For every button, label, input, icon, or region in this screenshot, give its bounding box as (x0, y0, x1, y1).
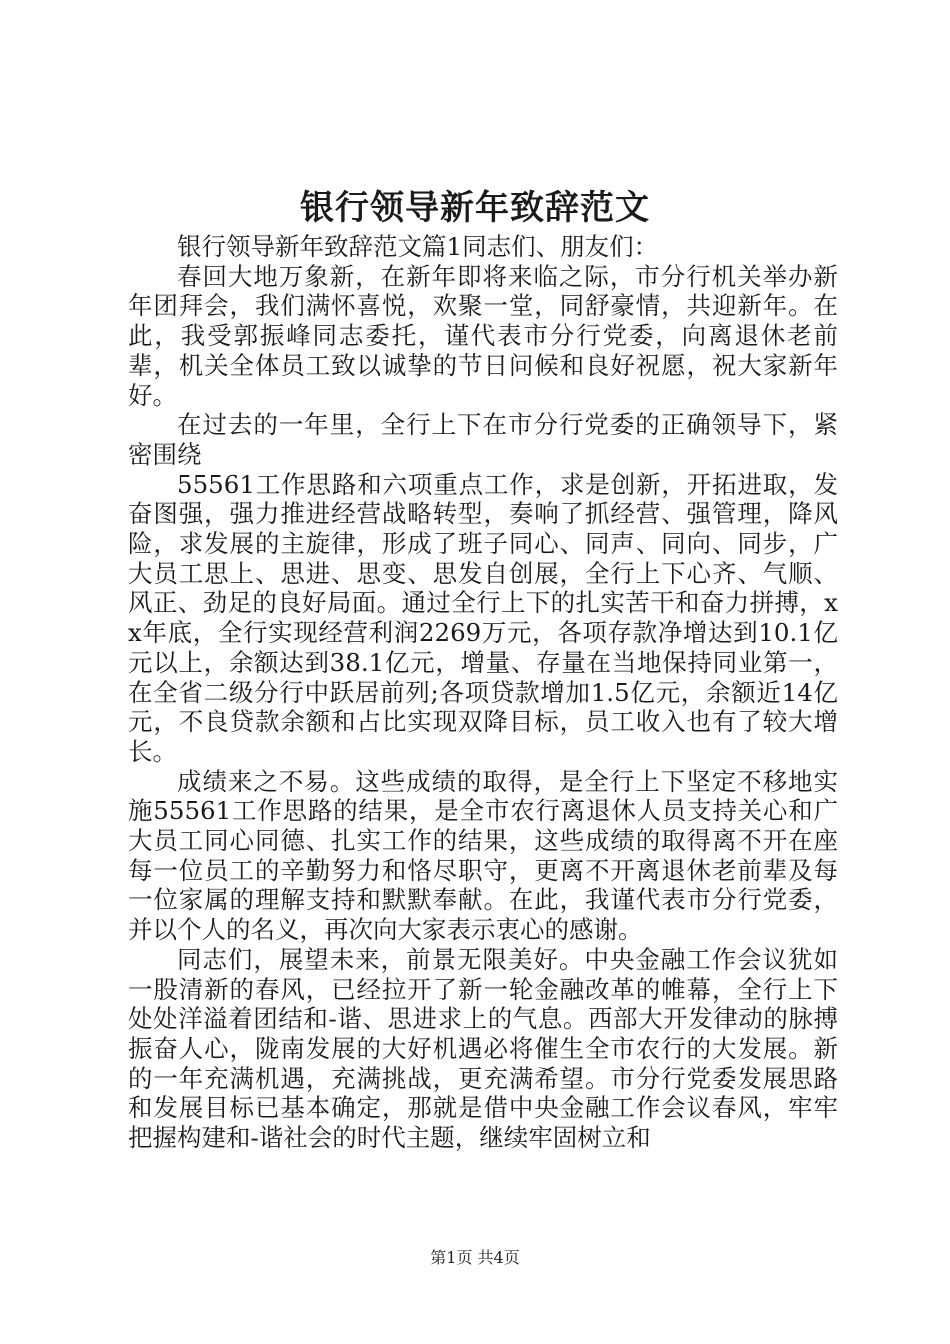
paragraph-achievements: 55561工作思路和六项重点工作，求是创新，开拓进取，发奋图强，强力推进经营战略转型，奏响了抓经营、强管理，降风险，求发展的主旋律，形成了班子同心、同声、同向、同步，广大员工思上、思进、思变、思发自创展，全行上下心齐、气顺、风正、劲足的良好局面。通过全行上下的扎实苦干和奋力拼搏，xx年底，全行实现经营利润2269万元，各项存款净增达到10.1亿元以上，余额达到38.1亿元，增量、存量在当地保持同业第一，在全省二级分行中跃居前列;各项贷款增加1.5亿元，余额近14亿元，不良贷款余额和占比实现双降目标，员工收入也有了较大增长。 (128, 469, 838, 766)
page-number-footer: 第1页 共4页 (430, 1248, 520, 1267)
paragraph-greeting: 银行领导新年致辞范文篇1同志们、朋友们： (177, 232, 659, 261)
paragraph-outlook: 同志们，展望未来，前景无限美好。中央金融工作会议犹如一股清新的春风，已经拉开了新一轮金融改革的帷幕，全行上下处处洋溢着团结和-谐、思进求上的气息。西部大开发律动的脉搏振奋人心，陇南发展的大好机遇必将催生全市农行的大发展。新的一年充满机遇，充满挑战，更充满希望。市分行党委发展思路和发展目标已基本确定，那就是借中央金融工作会议春风，牢牢把握构建和-谐社会的时代主题，继续牢固树立和 (128, 944, 838, 1153)
paragraph-opening: 春回大地万象新，在新年即将来临之际，市分行机关举办新年团拜会，我们满怀喜悦，欢聚一堂，同舒豪情，共迎新年。在此，我受郭振峰同志委托，谨代表市分行党委，向离退休老前辈，机关全体员工致以诚挚的节日问候和良好祝愿，祝大家新年好。 (128, 261, 838, 410)
paragraph-gratitude: 成绩来之不易。这些成绩的取得，是全行上下坚定不移地实施55561工作思路的结果，是全市农行离退休人员支持关心和广大员工同心同德、扎实工作的结果，这些成绩的取得离不开在座每一位员工的辛勤努力和恪尽职守，更离不开离退休老前辈及每一位家属的理解支持和默默奉献。在此，我谨代表市分行党委，并以个人的名义，再次向大家表示衷心的感谢。 (128, 766, 838, 945)
document-body (128, 232, 838, 1153)
paragraph-past-year-intro: 在过去的一年里，全行上下在市分行党委的正确领导下，紧密围绕 (128, 410, 838, 469)
document-title: 银行领导新年致辞范文 (300, 188, 650, 228)
